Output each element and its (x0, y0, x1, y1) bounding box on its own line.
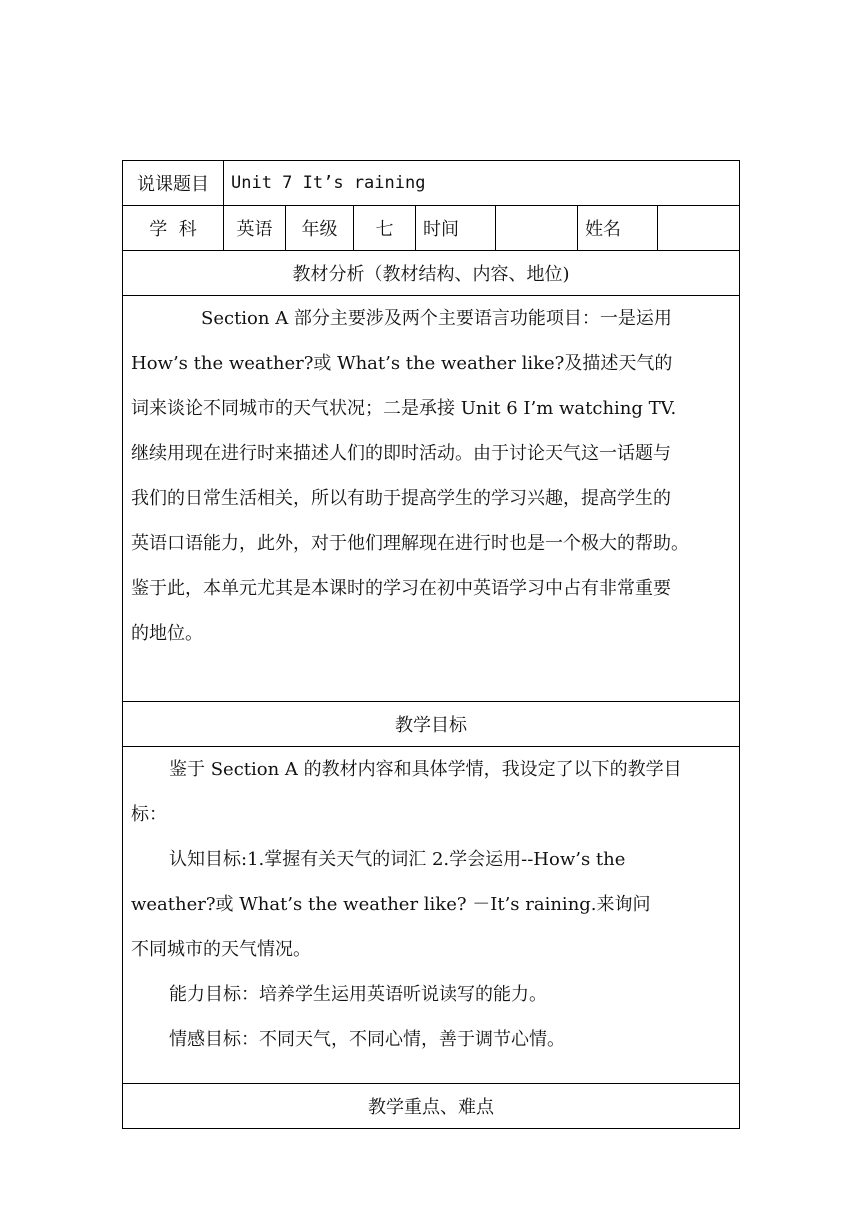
lesson-plan-table (122, 160, 740, 1129)
section1-line: 我们的日常生活相关，所以有助于提高学生的学习兴趣，提高学生的 (131, 488, 671, 509)
topic-value: Unit 7 It’s raining (224, 161, 740, 206)
section3-heading-row (123, 1084, 740, 1129)
section2-heading-row (123, 702, 740, 747)
section1-body-row (123, 296, 740, 702)
lesson-plan-page (122, 160, 739, 1129)
section1-line: 英语口语能力，此外，对于他们理解现在进行时也是一个极大的帮助。 (131, 533, 689, 554)
topic-row (123, 161, 740, 206)
name-label: 姓名 (578, 206, 658, 251)
section3-heading: 教学重点、难点 (123, 1084, 740, 1129)
section1-line: How’s the weather?或 What’s the weather like?及描述天气的 (131, 353, 673, 374)
section2-body (123, 747, 740, 1084)
section1-heading: 教材分析（教材结构、内容、地位) (123, 251, 740, 296)
section2-line: 不同城市的天气情况。 (131, 939, 311, 960)
section2-line: 能力目标：培养学生运用英语听说读写的能力。 (169, 984, 547, 1005)
section2-line: 情感目标：不同天气，不同心情，善于调节心情。 (169, 1029, 565, 1050)
section1-body (123, 296, 740, 702)
section2-line: 鉴于 Section A 的教材内容和具体学情，我设定了以下的教学目 (169, 759, 682, 780)
grade-label: 年级 (286, 206, 354, 251)
section1-line: 词来谈论不同城市的天气状况；二是承接 Unit 6 I’m watching TV. (131, 398, 677, 419)
time-label: 时间 (416, 206, 496, 251)
topic-label: 说课题目 (123, 161, 224, 206)
section1-line: 的地位。 (131, 623, 203, 644)
section1-heading-row (123, 251, 740, 296)
name-value (658, 206, 740, 251)
time-value (496, 206, 578, 251)
info-row (123, 206, 740, 251)
subject-value: 英语 (224, 206, 286, 251)
section1-line: 鉴于此，本单元尤其是本课时的学习在初中英语学习中占有非常重要 (131, 578, 671, 599)
section2-heading: 教学目标 (123, 702, 740, 747)
section1-line: 继续用现在进行时来描述人们的即时活动。由于讨论天气这一话题与 (131, 443, 671, 464)
section2-line: 标： (131, 804, 167, 825)
grade-value: 七 (354, 206, 416, 251)
section2-line: 认知目标:1.掌握有关天气的词汇 2.学会运用--How’s the (169, 849, 626, 870)
section1-line: Section A 部分主要涉及两个主要语言功能项目：一是运用 (201, 308, 672, 329)
section2-line: weather?或 What’s the weather like? －It’s raining.来询问 (131, 894, 651, 915)
subject-label: 学 科 (123, 206, 224, 251)
section2-body-row (123, 747, 740, 1084)
